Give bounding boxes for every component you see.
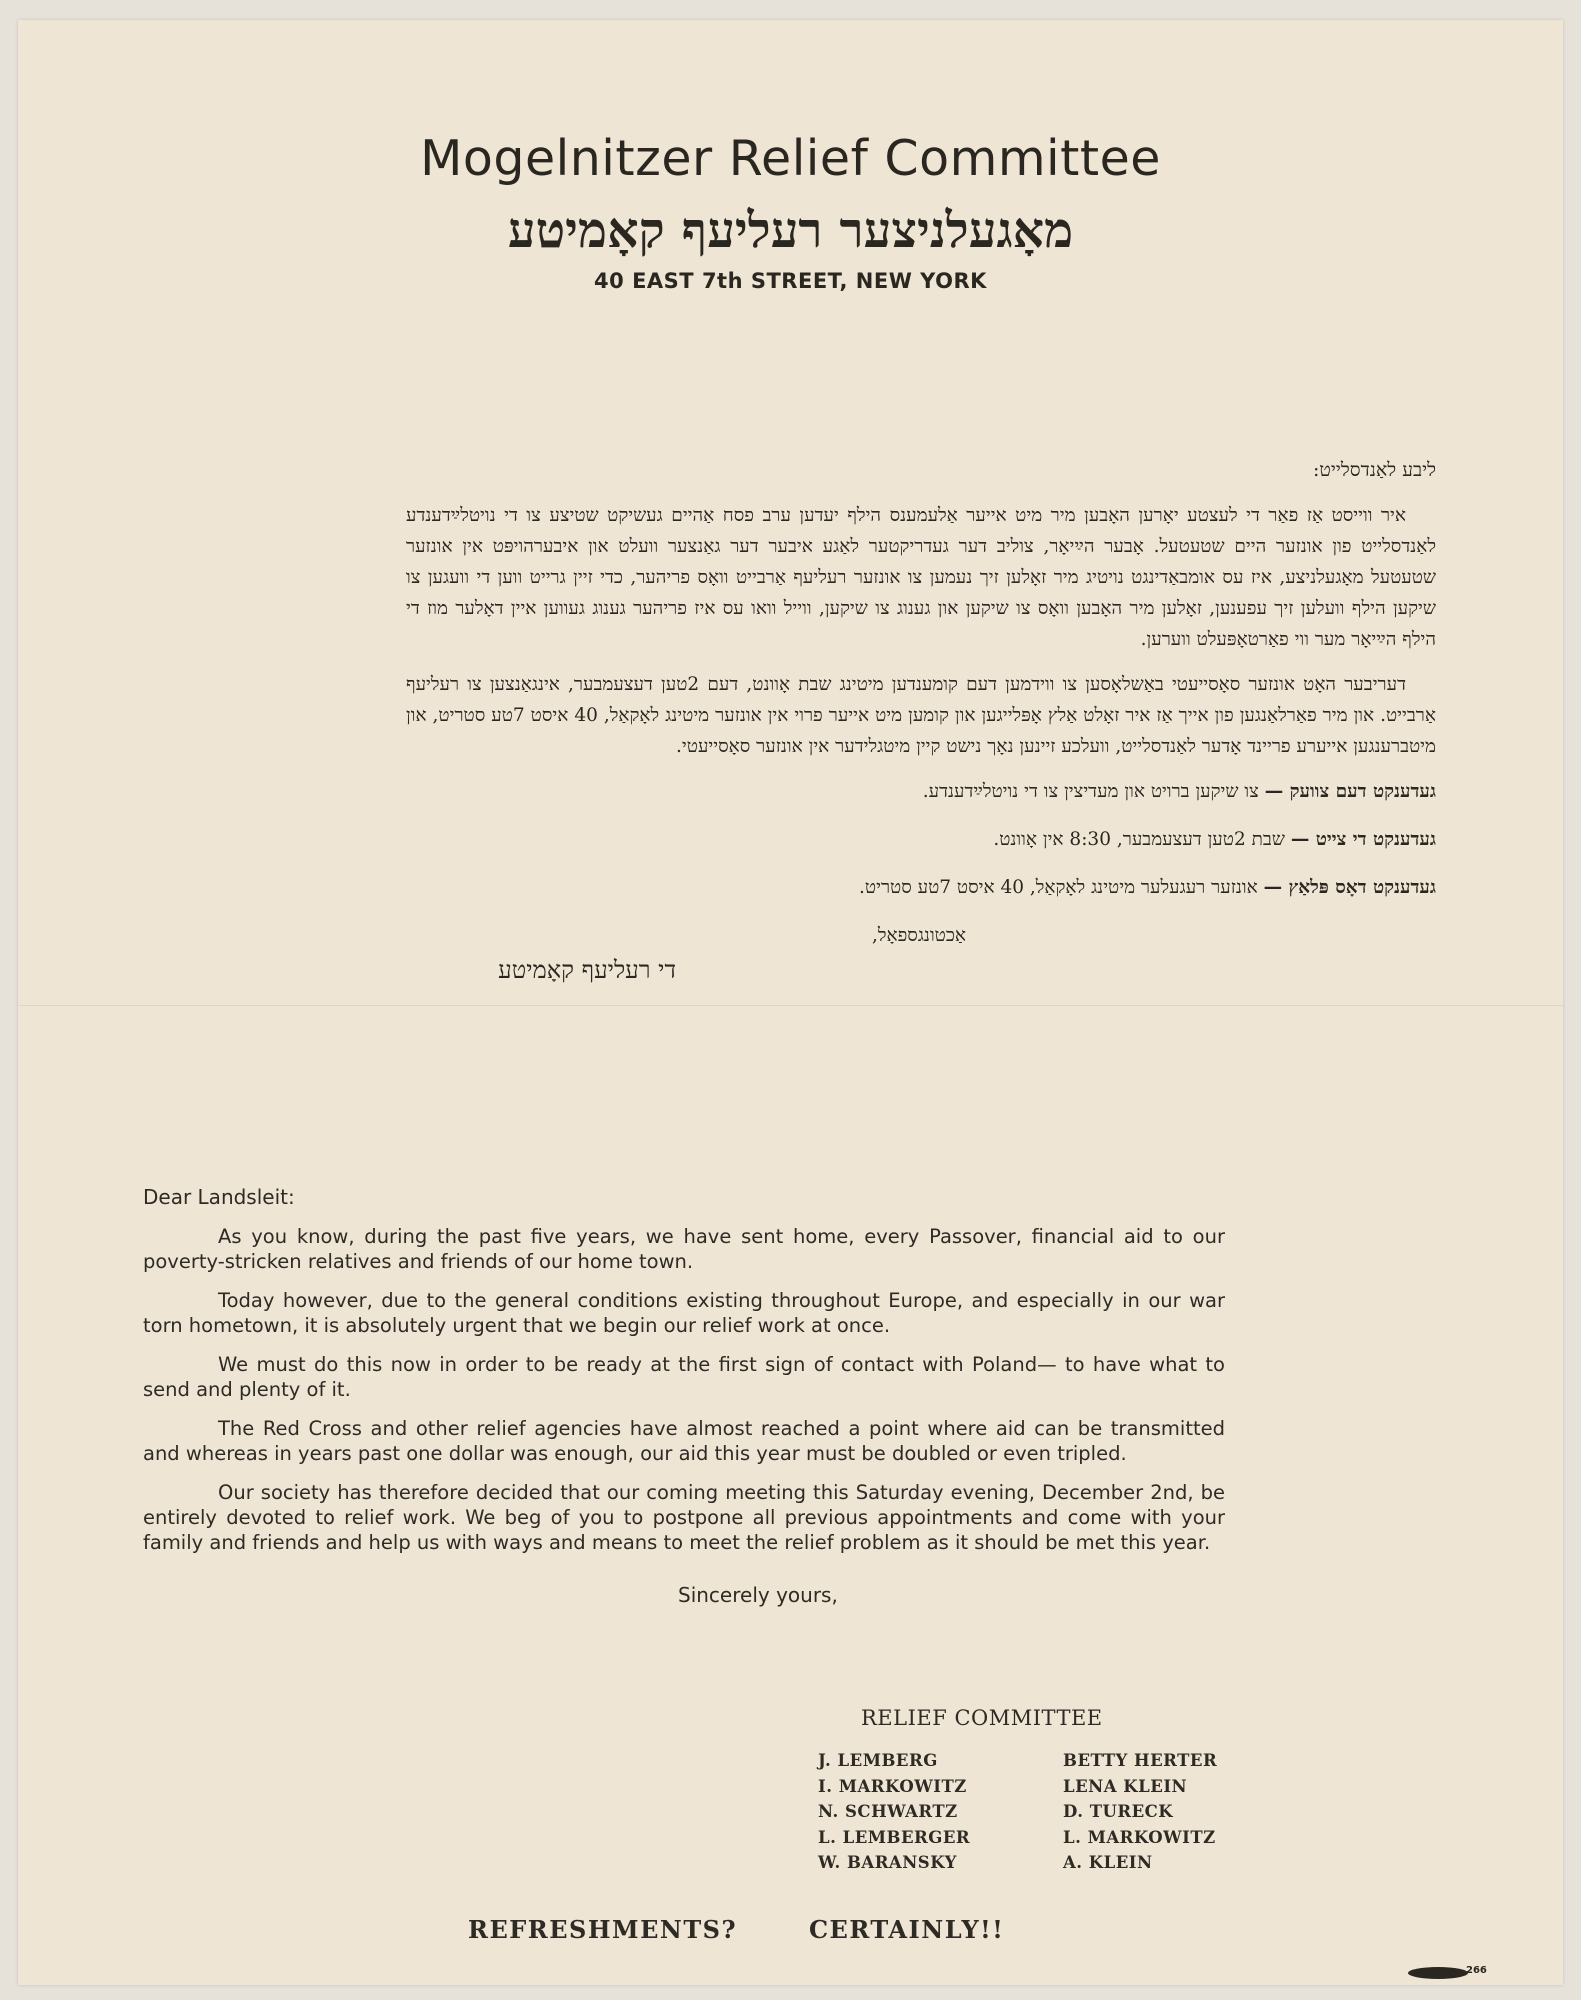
refreshments-question: REFRESHMENTS? — [468, 1915, 738, 1944]
relief-committee — [818, 1706, 1318, 1876]
member-name: I. MARKOWITZ — [818, 1776, 967, 1796]
union-label-mark — [1408, 1966, 1496, 1980]
union-label-number: 266 — [1466, 1965, 1487, 1976]
yiddish-paragraph: דעריבער האָט אונזער סאָסייעטי באַשלאָסען צו ווידמען דעם קומענדען מיטינג שבת אָוונט, דעם 2טען דעצעמבער, אינגאַנצען צו רעליעף אַרבייט. און מיר פאַרלאַנגען פון אייך אַז איר זאָלט אַלץ אָפּלייגען און קומען מיט אייער פרוי אין אונזער מיטינג לאָקאַל, 40 איסט 7טע סטריט, און מיטברענגען אייערע פריינד אָדער לאַנדסלייט, וועלכע זיינען נאָך נישט קיין מיטגלידער אין אונזער סאָסייעטי. — [406, 674, 1436, 757]
committee-title: RELIEF COMMITTEE — [861, 1706, 1103, 1730]
english-closing: Sincerely yours, — [678, 1583, 838, 1607]
yiddish-signature: די רעליעף קאָמיטע — [498, 956, 676, 984]
member-name: LENA KLEIN — [1063, 1776, 1188, 1796]
member-name: L. LEMBERGER — [818, 1827, 971, 1847]
reminder-purpose: געדענקט דעם צוועק — צו שיקען ברויט און מעדיצין צו די נויטלײַדענדע. — [922, 781, 1436, 802]
fold-crease — [18, 1005, 1563, 1006]
yiddish-closing: אַכטונגספאָל, — [871, 925, 966, 946]
title-yiddish: מאָגעלניצער רעליעף קאָמיטע — [507, 201, 1074, 259]
yiddish-paragraph: איר ווייסט אַז פאַר די לעצטע יאָרען האָבען מיר מיט אייער אַלעמענס הילף יעדען ערב פסח אַהיים געשיקט שטיצע צו די נויטלײַדענדע לאַנדסלייט פון אונזער היים שטעטעל. אָבער הײַיאָר, צוליב דער געדריקטער לאַגע איבער דער גאַנצער וועלט און איבערהויפּט אין אונזער שטעטעל מאָגעלניצע, איז עס אומבאַדינגט נויטיג מיר זאָלען זיך נעמען צו אונזער רעליעף אַרבייט וואָס פריהער, כדי זיין גרייט ווען די וועגען צו שיקען הילף וועלען זיך עפענען, זאָלען מיר האָבען וואָס צו שיקען און גענוג צו שיקען, ווייל וואו עס איז פריהער גענוג געווען איין דאָלער מוז די הילף הײַיאָר מער ווי פאַרטאָפּעלט ווערען. — [406, 505, 1436, 650]
english-letter — [143, 1185, 1225, 1608]
english-paragraph: As you know, during the past five years, we have sent home, every Passover, financial aid to our poverty-stricken relatives and friends of our home town. — [143, 1225, 1225, 1273]
letterhead — [18, 130, 1563, 293]
letter-sheet — [18, 20, 1563, 1985]
member-name: D. TURECK — [1063, 1802, 1174, 1821]
member-name: W. BARANSKY — [818, 1853, 957, 1872]
reminder-time: געדענקט די צייט — שבת 2טען דעצעמבער, 8:30 אין אָוונט. — [993, 829, 1436, 850]
member-name: J. LEMBERG — [818, 1751, 938, 1770]
reminder-place: געדענקט דאָס פּלאַץ — אונזער רעגעלער מיטינג לאָקאַל, 40 איסט 7טע סטריט. — [859, 877, 1436, 898]
names-column-left — [818, 1748, 1063, 1876]
english-paragraph: Today however, due to the general conditions existing throughout Europe, and especially in our war torn hometown, it is absolutely urgent that we begin our relief work at once. — [143, 1289, 1225, 1337]
names-column-right — [1063, 1748, 1308, 1876]
english-greeting: Dear Landsleit: — [143, 1185, 295, 1209]
member-name: L. MARKOWITZ — [1063, 1827, 1216, 1847]
english-paragraph: Our society has therefore decided that our coming meeting this Saturday evening, December 2nd, be entirely devoted to relief work. We beg of you to postpone all previous appointments and come with your family and friends and help us with ways and means to meet the relief problem as it should be met this year. — [143, 1481, 1225, 1554]
member-name: A. KLEIN — [1063, 1853, 1153, 1872]
yiddish-greeting: ליבע לאַנדסלייט: — [1313, 459, 1436, 481]
committee-names — [818, 1748, 1318, 1876]
english-paragraph: We must do this now in order to be ready at the first sign of contact with Poland— to have what to send and plenty of it. — [143, 1353, 1225, 1401]
member-name: BETTY HERTER — [1063, 1751, 1218, 1770]
english-paragraph: The Red Cross and other relief agencies have almost reached a point where aid can be transmitted and whereas in years past one dollar was enough, our aid this year must be doubled or even tripled. — [143, 1417, 1225, 1465]
refreshments-answer: CERTAINLY!! — [808, 1915, 1005, 1944]
title-english: Mogelnitzer Relief Committee — [420, 130, 1161, 187]
yiddish-reminders — [406, 776, 1436, 903]
yiddish-letter — [406, 455, 1436, 986]
footer-refreshments — [468, 1915, 1004, 1944]
address: 40 EAST 7th STREET, NEW YORK — [594, 269, 987, 293]
union-bug-icon — [1408, 1967, 1468, 1979]
member-name: N. SCHWARTZ — [818, 1802, 958, 1821]
